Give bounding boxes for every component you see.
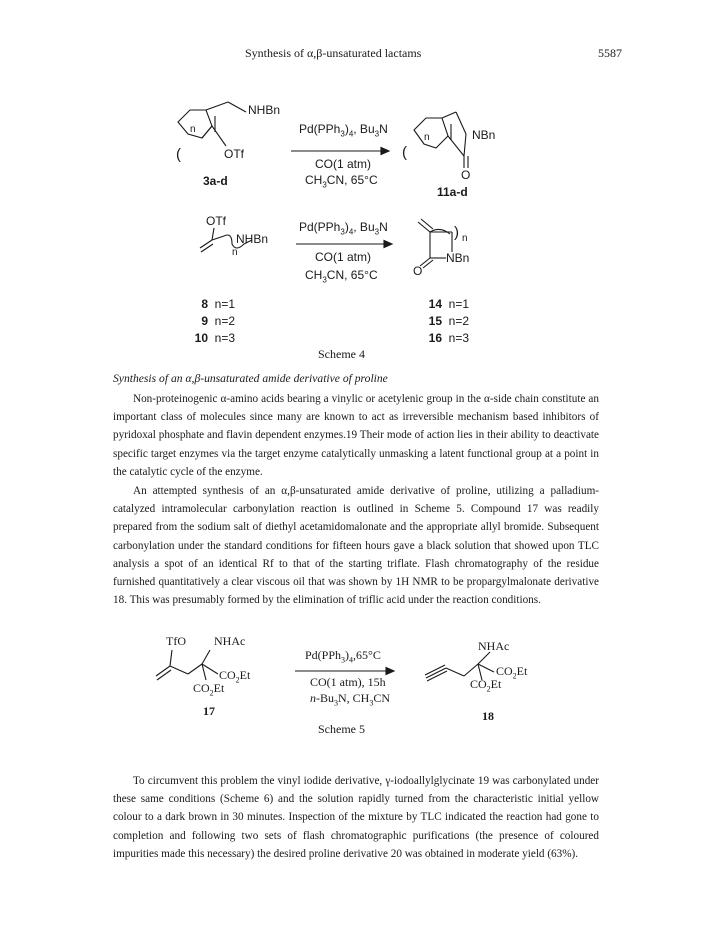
scheme4-r1-nhbn: NHBn	[248, 103, 281, 117]
scheme5-co2et-left-b: $CO_2Et$	[193, 681, 225, 698]
list-item: 10 n=3	[194, 331, 236, 345]
scheme5-cond-top: $Pd(PPh_3)_4,65^\circ C$	[305, 648, 381, 665]
body-text-lower	[113, 772, 599, 863]
scheme5-co2et-left-a: $CO_2Et$	[219, 668, 251, 685]
scheme5-caption: Scheme 5	[318, 722, 365, 736]
scheme4-r2-nhbn: NHBn	[236, 232, 269, 246]
scheme4-r1-prod-n: n	[424, 132, 430, 143]
scheme4-r1-cond-bot: $CH_3CN$, 65°C	[305, 173, 378, 190]
scheme4-r1-start-id: 3a-d	[203, 174, 228, 188]
scheme5-start-structure	[156, 650, 218, 680]
scheme5-prod-id: 18	[482, 709, 494, 723]
scheme4-caption: Scheme 4	[318, 347, 365, 361]
scheme4-r1-otf: OTf	[224, 147, 244, 161]
scheme4-r1-prod-paren: (	[402, 144, 407, 161]
section-title: Synthesis of an α,β-unsaturated amide derivative of proline	[113, 372, 388, 385]
scheme5-nhac-left: NHAc	[214, 634, 246, 648]
scheme5-cond-bot: $n-Bu_3N$, $CH_3CN$	[310, 691, 391, 708]
scheme4-r2-prod-nbn: NBn	[446, 251, 470, 265]
scheme4-r1-prod-id: 11a-d	[437, 185, 468, 199]
scheme4-r2-otf: OTf	[206, 214, 226, 228]
scheme4-r1-cond-top: $Pd(PPh_3)_4$, $Bu_3N$	[299, 122, 388, 139]
page-number: 5587	[598, 46, 622, 60]
scheme4-r1-n: n	[190, 124, 196, 135]
paragraph-1: Non-proteinogenic α-amino acids bearing a vinylic or acetylenic group in the α-side chain constitute an important class of molecules since many are known to act as irreversible mechanism based inhibitors of pyridoxal phosphate and flavin dependent enzymes.19 Their mode of action lies in their ability to deactivate specific target enzymes via the target enzyme catalytically unmasking a latent functional group at a point in the catalytic cycle of the enzyme.	[113, 393, 599, 478]
scheme4-r2-prod-n: n	[462, 233, 468, 244]
scheme4-r2-cond-bot: $CH_3CN$, 65°C	[305, 268, 378, 285]
scheme4-r1-paren: (	[176, 146, 181, 163]
scheme4-r2-prod-paren: )	[454, 224, 459, 241]
list-item: 16 n=3	[428, 331, 470, 345]
scheme5-tfo: TfO	[166, 634, 186, 648]
paragraph-3: To circumvent this problem the vinyl iodide derivative, γ-iodoallylglycinate 19 was carbonylated under these same conditions (Scheme 6) and the solution rapidly turned from the characteristic initial yellow colour to a dark brown in 30 minutes. Inspection of the mixture by TLC indicated the reaction had gone to completion and following two sets of flash chromatographic purifications (the presence of coloured impurities made this necessary) the desired proline derivative 20 was obtained in moderate yield (63%).	[113, 775, 599, 860]
scheme4-r1-cond-mid: CO(1 atm)	[315, 157, 372, 171]
scheme5-cond-mid: CO(1 atm), 15h	[310, 675, 386, 689]
scheme4-r2-cond-mid: CO(1 atm)	[315, 250, 372, 264]
scheme4-r2-prod-o: O	[413, 264, 423, 278]
list-item: 14 n=1	[428, 297, 470, 311]
running-title: Synthesis of α,β-unsaturated lactams	[245, 46, 422, 60]
scheme5-co2et-right-a: $CO_2Et$	[496, 664, 528, 681]
scheme5-start-id: 17	[203, 704, 215, 718]
scheme5-co2et-right-b: $CO_2Et$	[470, 677, 502, 694]
scheme4-r1-prod-nbn: NBn	[472, 128, 496, 142]
scheme5-nhac-right: NHAc	[478, 639, 510, 653]
scheme4-r2-cond-top: $Pd(PPh_3)_4$, $Bu_3N$	[299, 220, 388, 237]
scheme4-r1-prod-o: O	[461, 168, 471, 182]
list-item: 15 n=2	[428, 314, 470, 328]
list-item: 9 n=2	[201, 314, 236, 328]
scheme4-r2-n: n	[232, 247, 238, 258]
paragraph-2: An attempted synthesis of an α,β-unsaturated amide derivative of proline, utilizing a palladium-catalyzed intramolecular carbonylation reaction is outlined in Scheme 5. Compound 17 was readily prepared from the sodium salt of diethyl acetamidomalonate and the appropriate allyl bromide. Subsequent carbonylation under the standard conditions for fifteen hours gave a black solution that showed upon TLC analysis a spot of an identical Rf to that of the starting triflate. Flash chromatography of the residue furnished quantitatively a clear viscous oil that was shown by 1H NMR to be propargylmalonate derivative 18. This was presumably formed by the elimination of triflic acid under the reaction conditions.	[113, 485, 599, 607]
list-item: 8 n=1	[201, 297, 236, 311]
